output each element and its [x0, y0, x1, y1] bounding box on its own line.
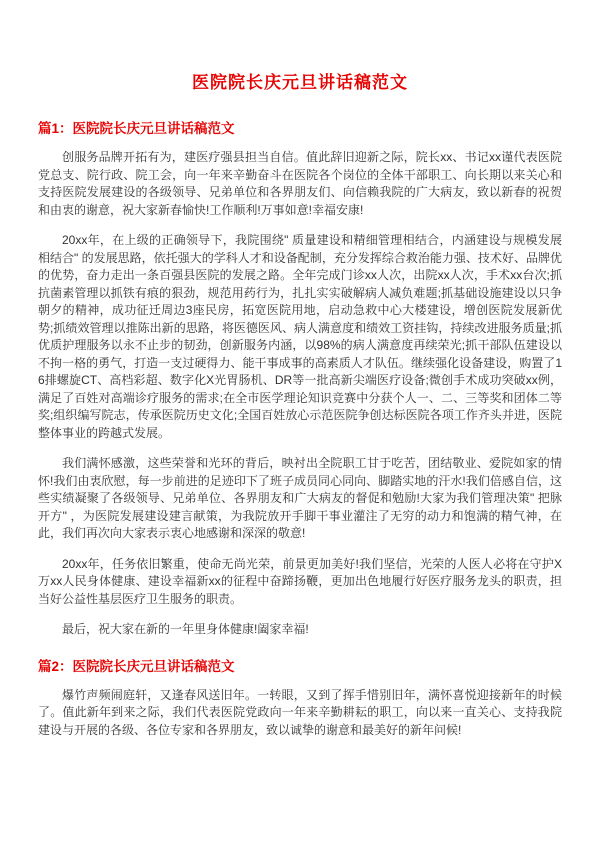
section-1-heading: 篇1：医院院长庆元旦讲话稿范文 — [38, 121, 235, 136]
paragraph: 最后，祝大家在新的一年里身体健康!阖家幸福! — [62, 622, 309, 636]
paragraph: 20xx年，在上级的正确领导下，我院围绕" 质量建设和精细管理相结合，内涵建设与规模发展相结合" 的发展思路，依托强大的学科人才和设备配制，充分发挥综合救治能力强、技术好、品牌优的优势，奋力走出一条百强县医院的发展之路。全年完成门诊xx人次，出院xx人次，手术xx台次;抓抗菌素管理以抓铁有痕的狠劲，规范用药行为，扎扎实实破解病人减负难题;抓基础设施建设以只争朝夕的精神，成功征迁周边3座民房，拓宽医院用地，启动急救中心大楼建设，增创医院发展新优势;抓绩效管理以推陈出新的思路，将医德医风、病人满意度和绩效工资挂钩，持续改进服务质量;抓优质护理服务以永不止步的韧劲，创新服务内涵，以98%的病人满意度再续荣光;抓干部队伍建设以不拘一格的勇气，打造一支过硬得力、能干事成事的高素质人才队伍。继续强化设备建设，购置了16排螺旋CT、高档彩超、数字化X光胃肠机、DR等一批高新尖端医疗设备;微创手术成功突破xx例，满足了百姓对高端诊疗服务的需求;在全市医学理论知识竞赛中分获个人一、二、三等奖和团体二等奖;组织编写院志，传承医院历史文化;全国百姓放心示范医院争创达标医院各项工作齐头并进，医院整体事业的跨越式发展。 — [38, 233, 562, 440]
paragraph: 爆竹声频闹庭轩，又逢春风送旧年。一转眼，又到了挥手惜别旧年，满怀喜悦迎接新年的时候了。值此新年到来之际，我们代表医院党政向一年来辛勤耕耘的职工，向以来一直关心、支持我院建设与开展的各级、各位专家和各界朋友，致以诚挚的谢意和最美好的新年问候! — [38, 687, 562, 737]
section-2-heading: 篇2：医院院长庆元旦讲话稿范文 — [38, 658, 235, 674]
paragraph: 创服务品牌开拓有为，建医疗强县担当自信。值此辞旧迎新之际，院长xx、书记xx谨代表医院党总支、院行政、院工会，向一年来辛勤奋斗在医院各个岗位的全体干部职工、向长期以来关心和支持医院发展建设的各级领导、兄弟单位和各界朋友们、向信赖我院的广大病友，致以新春的祝贺和由衷的谢意，祝大家新春愉快!工作顺利!万事如意!幸福安康! — [38, 150, 562, 217]
paragraph: 我们满怀感激，这些荣誉和光环的背后，映衬出全院职工甘于吃苦，团结敬业、爱院如家的情怀!我们由衷欣慰，每一步前进的足迹印下了班子成员同心同向、脚踏实地的汗水!我们倍感自信，这些实绩凝聚了各级领导、兄弟单位、各界朋友和广大病友的督促和勉励!大家为我们管理决策" 把脉开方" ，为医院发展建设建言献策，为我院放开手脚干事业灌注了无穷的动力和饱满的精气神，在此，我们再次向大家表示衷心地感谢和深深的敬意! — [38, 456, 562, 540]
page-title: 医院院长庆元旦讲话稿范文 — [192, 73, 408, 92]
paragraph: 20xx年，任务依旧繁重，使命无尚光荣，前景更加美好!我们坚信，光荣的人医人必将在守护X万xx人民身体健康、建设幸福新xx的征程中奋蹄扬鞭，更加出色地履行好医疗服务龙头的职责，担当好公益性基层医疗卫生服务的职责。 — [38, 556, 562, 606]
